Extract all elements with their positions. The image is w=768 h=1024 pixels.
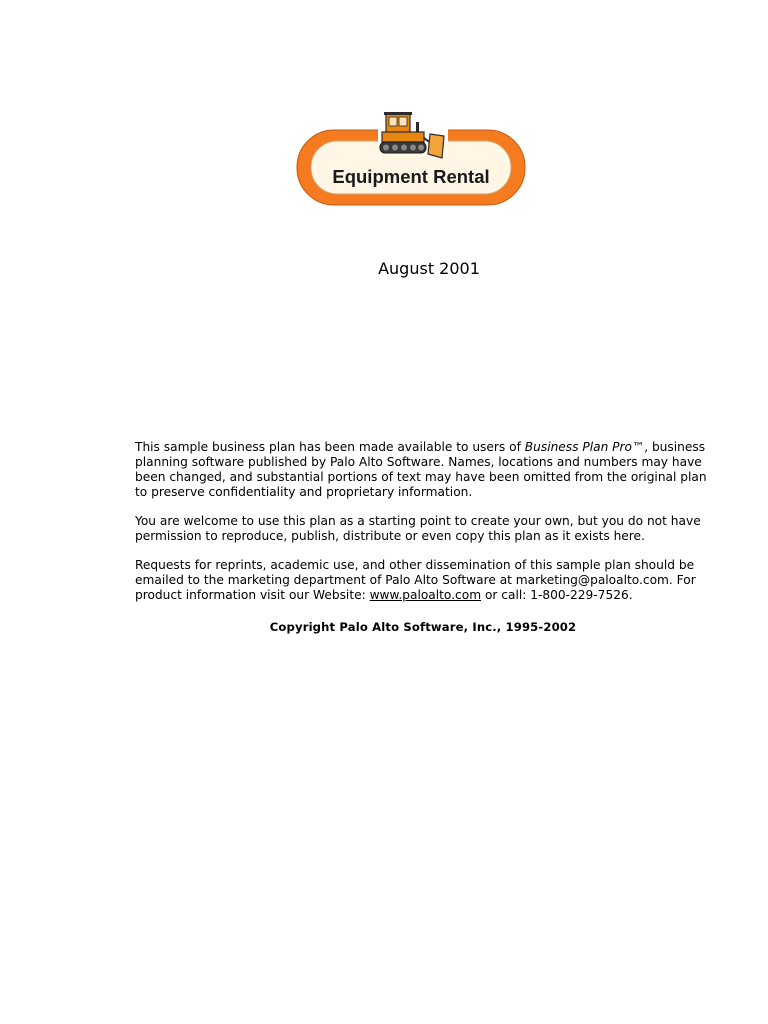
intro-text-start: This sample business plan has been made available to users of (135, 440, 525, 454)
requests-text-end: or call: 1-800-229-7526. (481, 588, 633, 602)
product-name: Business Plan Pro (524, 440, 633, 454)
logo-text: Equipment Rental (332, 166, 490, 187)
intro-text-end: ™, business planning software published by Palo Alto Software. Names, locations and numbers may have been changed, and substantial portions of text may have been omitted from the original plan to preserve confidentiality and proprietary information. (135, 440, 707, 499)
disclaimer-body (135, 440, 711, 617)
intro-paragraph (135, 440, 711, 500)
requests-paragraph (135, 558, 711, 603)
equipment-rental-logo (294, 110, 528, 208)
bulldozer-icon (380, 112, 444, 158)
copyright-notice: Copyright Palo Alto Software, Inc., 1995-2002 (269, 620, 577, 634)
requests-text-start: Requests for reprints, academic use, and other dissemination of this sample plan should be emailed to the marketing department of Palo Alto Software at marketing@paloalto.com. For product information visit our Website: (135, 558, 696, 602)
document-date: August 2001 (378, 259, 480, 278)
welcome-paragraph: You are welcome to use this plan as a starting point to create your own, but you do not have permission to reproduce, publish, distribute or even copy this plan as it exists here. (135, 514, 701, 543)
logo-graphic (294, 110, 528, 208)
website-link[interactable]: www.paloalto.com (369, 588, 482, 602)
